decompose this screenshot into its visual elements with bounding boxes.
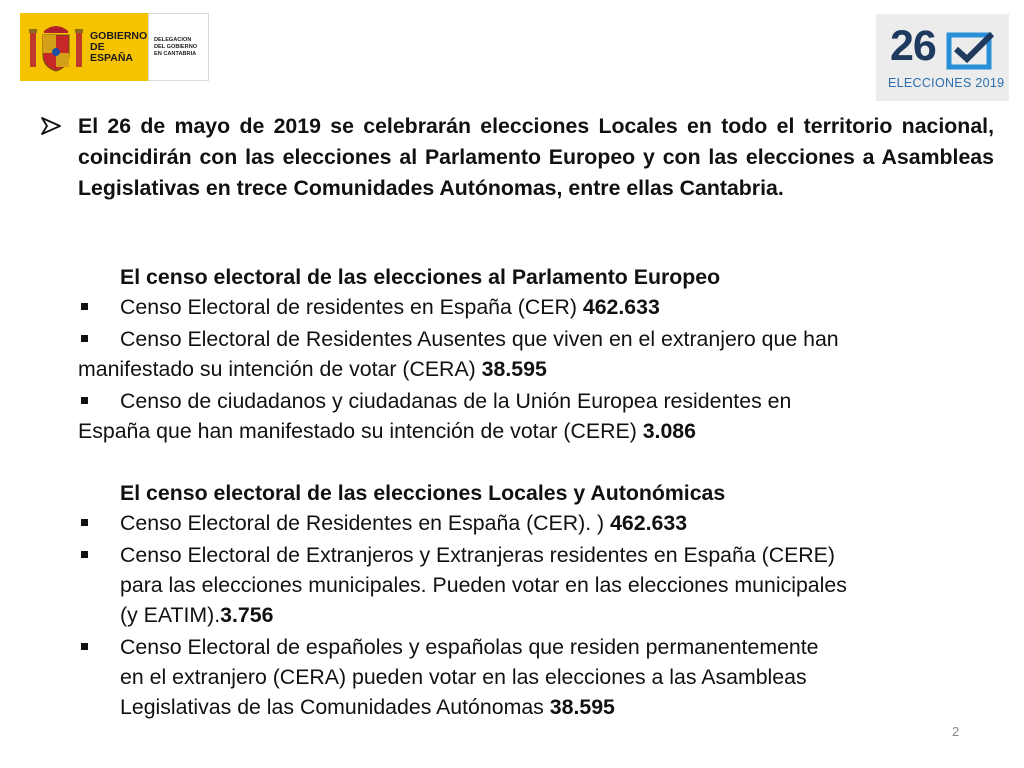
local-heading: El censo electoral de las elecciones Locales y Autonómicas: [120, 481, 726, 505]
elecciones-logo: [876, 14, 1009, 101]
local-item-2-value: 3.756: [220, 603, 274, 627]
europe-item-2-text: manifestado su intención de votar (CERA): [78, 357, 482, 381]
delegation-line-2: DEL GOBIERNO: [154, 43, 198, 50]
square-bullet-icon: [81, 551, 88, 558]
gobierno-espana-logo: [20, 13, 209, 81]
ballot-check-icon: [946, 31, 996, 71]
gov-line-1: GOBIERNO: [90, 29, 148, 42]
local-item-3-line-2: en el extranjero (CERA) pueden votar en las elecciones a las Asambleas: [120, 665, 807, 689]
local-item-3-value: 38.595: [549, 695, 615, 719]
europe-item-3-line-2: [78, 416, 696, 446]
europe-item-1: [120, 292, 660, 322]
europe-item-2-line-1: Censo Electoral de Residentes Ausentes que viven en el extranjero que han: [120, 327, 839, 351]
europe-item-3-text: España que han manifestado su intención de votar (CERE): [78, 419, 643, 443]
europe-item-1-value: 462.633: [582, 295, 660, 319]
local-item-3-text: Legislativas de las Comunidades Autónomas: [120, 695, 550, 719]
square-bullet-icon: [81, 397, 88, 404]
local-item-3-line-1: Censo Electoral de españoles y españolas que residen permanentemente: [120, 635, 819, 659]
europe-item-3-value: 3.086: [642, 419, 696, 443]
election-number: 26: [890, 22, 936, 70]
delegation-box: [148, 13, 209, 81]
square-bullet-icon: [81, 643, 88, 650]
local-item-2-text: (y EATIM).: [120, 603, 221, 627]
europe-item-2-line-2: [78, 354, 547, 384]
europe-item-3-line-1: Censo de ciudadanos y ciudadanas de la Unión Europea residentes en: [120, 389, 792, 413]
europe-item-2-value: 38.595: [481, 357, 547, 381]
square-bullet-icon: [81, 335, 88, 342]
local-item-1: [120, 508, 687, 538]
gobierno-text: [90, 31, 148, 64]
local-item-3-line-3: [120, 692, 615, 722]
local-item-2-line-1: Censo Electoral de Extranjeros y Extranjeras residentes en España (CERE): [120, 543, 835, 567]
coat-of-arms-icon: [26, 19, 86, 75]
delegation-line-1: DELEGACION: [154, 36, 192, 43]
page-number: 2: [952, 724, 960, 739]
local-item-1-text: Censo Electoral de Residentes en España (CER). ): [120, 511, 611, 535]
square-bullet-icon: [81, 519, 88, 526]
europe-item-1-text: Censo Electoral de residentes en España (CER): [120, 295, 583, 319]
delegation-line-3: EN CANTABRIA: [154, 50, 197, 57]
europe-heading: El censo electoral de las elecciones al Parlamento Europeo: [120, 265, 721, 289]
local-item-2-line-2: para las elecciones municipales. Pueden votar en las elecciones municipales: [120, 573, 847, 597]
election-label: ELECCIONES 2019: [888, 76, 1005, 90]
gov-line-2: DE ESPAÑA: [90, 40, 133, 64]
arrow-bullet-icon: [40, 116, 62, 136]
local-item-2-line-3: [120, 600, 273, 630]
square-bullet-icon: [81, 303, 88, 310]
intro-paragraph: El 26 de mayo de 2019 se celebrarán elecciones Locales en todo el territorio nacional, coincidirán con las elecciones al Parlamento Europeo y con las elecciones a Asambleas Legislativas en trece Comunidades Autónomas, entre ellas Cantabria.: [78, 114, 994, 200]
local-item-1-value: 462.633: [610, 511, 688, 535]
